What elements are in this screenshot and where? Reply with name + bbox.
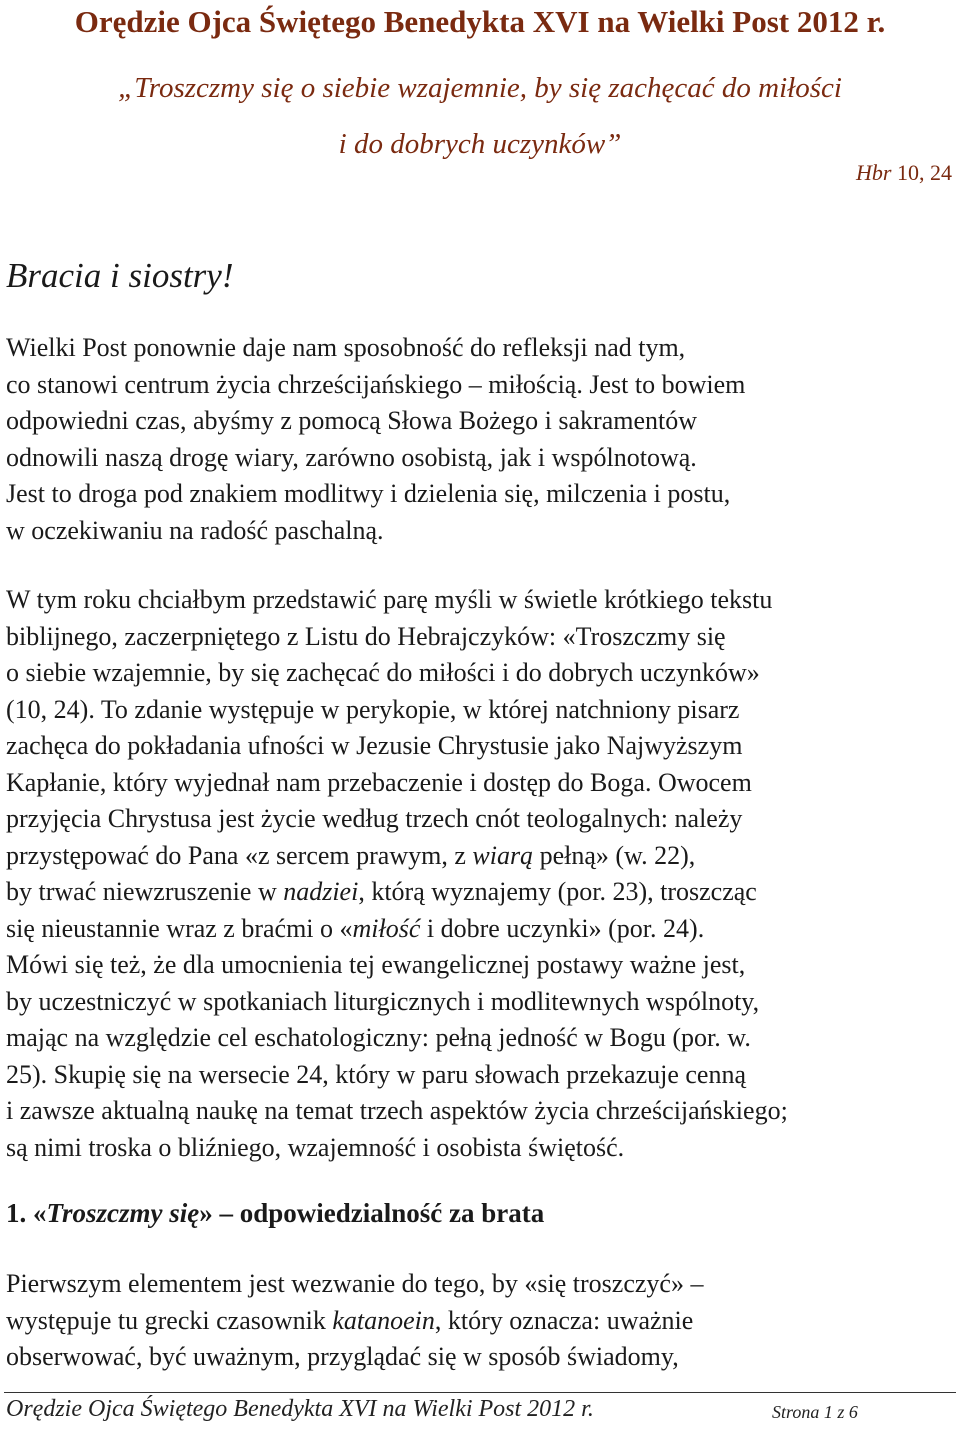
paragraph-line: by uczestniczyć w spotkaniach liturgicznych i modlitewnych wspólnoty, — [6, 986, 760, 1016]
paragraph-line: odpowiedni czas, abyśmy z pomocą Słowa Bożego i sakramentów — [6, 406, 697, 435]
text-segment: przystępować do Pana «z sercem prawym, z — [6, 840, 473, 870]
bible-reference-verse: 10, 24 — [891, 160, 952, 185]
text-segment: i dobre uczynki» (por. 24). — [420, 913, 705, 943]
footer-title: Orędzie Ojca Świętego Benedykta XVI na Wielki Post 2012 r. — [6, 1396, 594, 1422]
section-title: » – odpowiedzialność za brata — [199, 1198, 545, 1228]
paragraph-line — [6, 874, 956, 911]
section-heading — [6, 1198, 544, 1229]
page-number: Strona 1 z 6 — [772, 1402, 858, 1422]
emphasis-hope: nadziei — [283, 877, 359, 906]
paragraph-line: w oczekiwaniu na radość paschalną. — [6, 515, 384, 545]
motto-line-1: „Troszczmy się o siebie wzajemnie, by się zachęcać do miłości — [118, 72, 842, 104]
bible-reference — [856, 160, 952, 186]
paragraph-1 — [6, 330, 956, 549]
paragraph-line: (10, 24). To zdanie występuje w perykopie, w której natchniony pisarz — [6, 694, 740, 724]
paragraph-line — [6, 1303, 956, 1340]
paragraph-line: Jest to droga pod znakiem modlitwy i dzielenia się, milczenia i postu, — [6, 479, 731, 508]
text-segment: by trwać niewzruszenie w — [6, 877, 284, 906]
paragraph-2 — [6, 582, 956, 1166]
paragraph-line — [6, 838, 956, 875]
text-segment: , który oznacza: uważnie — [434, 1305, 694, 1335]
greek-term: katanoein — [332, 1305, 435, 1335]
paragraph-line: i zawsze aktualną naukę na temat trzech aspektów życia chrześcijańskiego; — [6, 1096, 788, 1125]
paragraph-line: Kapłanie, który wyjednał nam przebaczenie i dostęp do Boga. Owocem — [6, 767, 752, 797]
emphasis-love: miłość — [352, 913, 421, 943]
greeting: Bracia i siostry! — [6, 256, 234, 295]
paragraph-line: biblijnego, zaczerpniętego z Listu do Hebrajczyków: «Troszczmy się — [6, 621, 726, 651]
section-number: 1. « — [6, 1198, 47, 1228]
emphasis-faith: wiarą — [472, 840, 534, 870]
bible-reference-book: Hbr — [856, 160, 892, 185]
paragraph-line: są nimi troska o bliźniego, wzajemność i osobista świętość. — [6, 1132, 625, 1162]
paragraph-line: przyjęcia Chrystusa jest życie według trzech cnót teologalnych: należy — [6, 804, 743, 833]
paragraph-line: odnowili naszą drogę wiary, zarówno osobistą, jak i wspólnotową. — [6, 442, 697, 472]
text-segment: występuje tu grecki czasownik — [6, 1305, 333, 1335]
paragraph-line: co stanowi centrum życia chrześcijańskiego – miłością. Jest to bowiem — [6, 369, 746, 399]
motto-line-2: i do dobrych uczynków” — [338, 128, 622, 160]
paragraph-line: Pierwszym elementem jest wezwanie do tego, by «się troszczyć» – — [6, 1269, 704, 1298]
footer-divider — [4, 1392, 956, 1393]
paragraph-line: 25). Skupię się na wersecie 24, który w paru słowach przekazuje cenną — [6, 1059, 746, 1089]
paragraph-line: zachęca do pokładania ufności w Jezusie Chrystusie jako Najwyższym — [6, 731, 743, 760]
paragraph-line: obserwować, być uważnym, przyglądać się w sposób świadomy, — [6, 1342, 679, 1371]
paragraph-line: o siebie wzajemnie, by się zachęcać do miłości i do dobrych uczynków» — [6, 658, 760, 687]
text-segment: pełną» (w. 22), — [533, 840, 696, 870]
text-segment: się nieustannie wraz z braćmi o « — [6, 913, 353, 943]
section-quote: Troszczmy się — [46, 1198, 200, 1228]
paragraph-line: Mówi się też, że dla umocnienia tej ewangelicznej postawy ważne jest, — [6, 950, 746, 979]
paragraph-line: Wielki Post ponownie daje nam sposobność do refleksji nad tym, — [6, 333, 686, 362]
document-title: Orędzie Ojca Świętego Benedykta XVI na Wielki Post 2012 r. — [74, 4, 886, 39]
text-segment: , którą wyznajemy (por. 23), troszcząc — [358, 877, 757, 906]
paragraph-3 — [6, 1266, 956, 1376]
paragraph-line — [6, 911, 956, 948]
paragraph-line: W tym roku chciałbym przedstawić parę myśli w świetle krótkiego tekstu — [6, 585, 773, 614]
paragraph-line: mając na względzie cel eschatologiczny: pełną jedność w Bogu (por. w. — [6, 1023, 751, 1052]
